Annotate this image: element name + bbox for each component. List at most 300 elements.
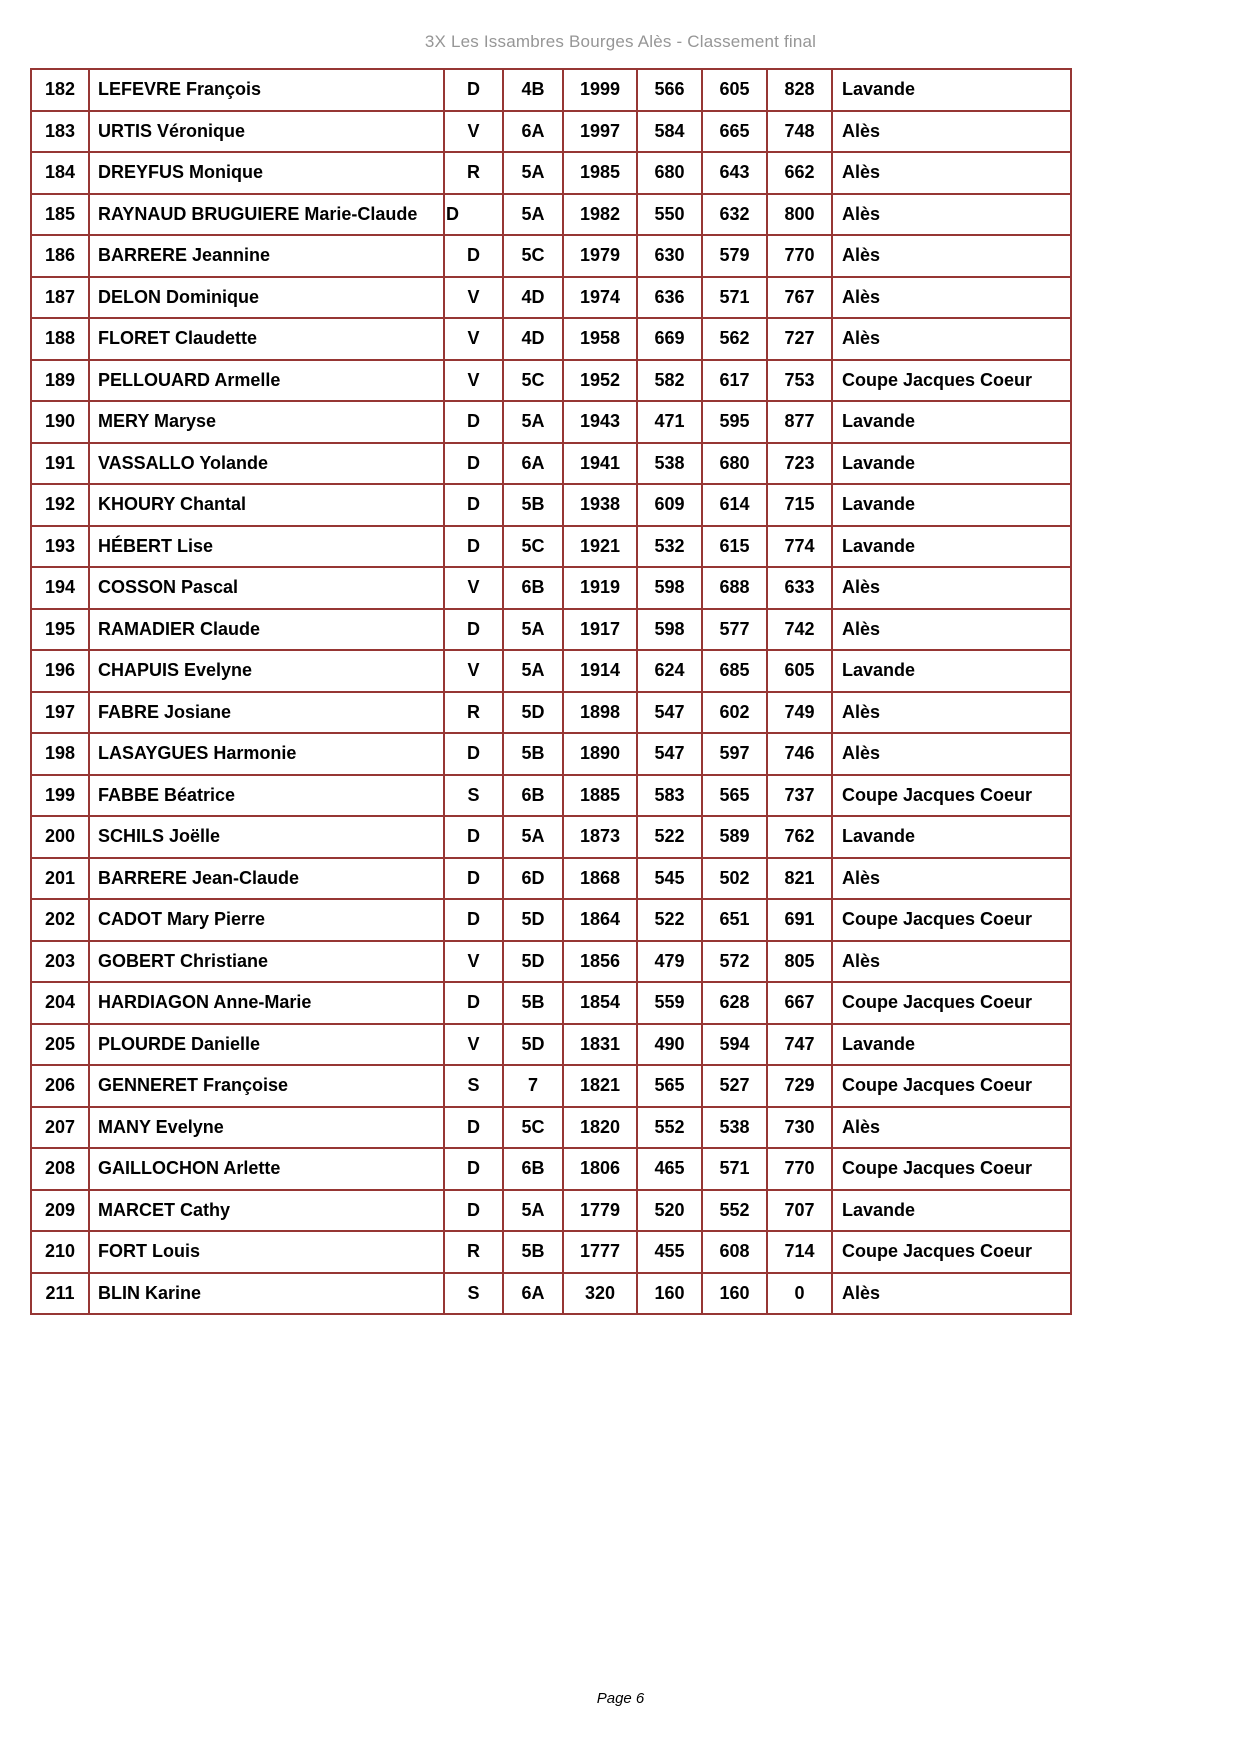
rank-cell: 188 [31, 318, 89, 360]
series-cell: 5A [503, 152, 563, 194]
total-score-cell: 1890 [563, 733, 637, 775]
club-cell: Lavande [832, 816, 1071, 858]
club-cell: Alès [832, 277, 1071, 319]
name-cell: KHOURY Chantal [89, 484, 444, 526]
round2-score-cell: 589 [702, 816, 767, 858]
round3-score-cell: 714 [767, 1231, 832, 1273]
table-row [31, 899, 1071, 941]
club-cell: Alès [832, 941, 1071, 983]
table-row [31, 152, 1071, 194]
total-score-cell: 1898 [563, 692, 637, 734]
round3-score-cell: 749 [767, 692, 832, 734]
total-score-cell: 1856 [563, 941, 637, 983]
category-cell: V [444, 650, 503, 692]
rank-cell: 201 [31, 858, 89, 900]
page-number: Page 6 [596, 1690, 645, 1707]
round1-score-cell: 522 [637, 899, 702, 941]
round2-score-cell: 577 [702, 609, 767, 651]
round1-score-cell: 160 [637, 1273, 702, 1315]
round1-score-cell: 624 [637, 650, 702, 692]
rank-cell: 191 [31, 443, 89, 485]
category-cell: D [444, 443, 503, 485]
category-cell: D [444, 235, 503, 277]
name-cell: HARDIAGON Anne-Marie [89, 982, 444, 1024]
rank-cell: 189 [31, 360, 89, 402]
club-cell: Alès [832, 692, 1071, 734]
category-cell: V [444, 567, 503, 609]
table-row [31, 69, 1071, 111]
series-cell: 6A [503, 443, 563, 485]
rank-cell: 186 [31, 235, 89, 277]
round1-score-cell: 538 [637, 443, 702, 485]
results-table [30, 68, 1072, 1315]
total-score-cell: 1914 [563, 650, 637, 692]
rank-cell: 209 [31, 1190, 89, 1232]
round2-score-cell: 571 [702, 277, 767, 319]
round2-score-cell: 565 [702, 775, 767, 817]
round3-score-cell: 715 [767, 484, 832, 526]
category-cell: V [444, 318, 503, 360]
round1-score-cell: 547 [637, 692, 702, 734]
name-cell: DREYFUS Monique [89, 152, 444, 194]
rank-cell: 182 [31, 69, 89, 111]
round1-score-cell: 545 [637, 858, 702, 900]
series-cell: 6D [503, 858, 563, 900]
category-cell: V [444, 941, 503, 983]
series-cell: 5A [503, 816, 563, 858]
club-cell: Coupe Jacques Coeur [832, 775, 1071, 817]
total-score-cell: 1873 [563, 816, 637, 858]
name-cell: RAYNAUD BRUGUIERE Marie-Claude [89, 194, 444, 236]
series-cell: 7 [503, 1065, 563, 1107]
total-score-cell: 1864 [563, 899, 637, 941]
page-title: 3X Les Issambres Bourges Alès - Classement final [424, 32, 817, 51]
category-cell: D [444, 816, 503, 858]
series-cell: 4D [503, 318, 563, 360]
round2-score-cell: 680 [702, 443, 767, 485]
rank-cell: 193 [31, 526, 89, 568]
category-cell: V [444, 1024, 503, 1066]
total-score-cell: 1985 [563, 152, 637, 194]
series-cell: 6A [503, 111, 563, 153]
name-cell: GOBERT Christiane [89, 941, 444, 983]
round1-score-cell: 680 [637, 152, 702, 194]
table-row [31, 1065, 1071, 1107]
rank-cell: 208 [31, 1148, 89, 1190]
round3-score-cell: 828 [767, 69, 832, 111]
club-cell: Alès [832, 1107, 1071, 1149]
round2-score-cell: 608 [702, 1231, 767, 1273]
series-cell: 5D [503, 899, 563, 941]
club-cell: Alès [832, 111, 1071, 153]
total-score-cell: 320 [563, 1273, 637, 1315]
round3-score-cell: 662 [767, 152, 832, 194]
total-score-cell: 1820 [563, 1107, 637, 1149]
round1-score-cell: 471 [637, 401, 702, 443]
round2-score-cell: 594 [702, 1024, 767, 1066]
category-cell: D [444, 1148, 503, 1190]
total-score-cell: 1868 [563, 858, 637, 900]
round3-score-cell: 753 [767, 360, 832, 402]
name-cell: MERY Maryse [89, 401, 444, 443]
round3-score-cell: 707 [767, 1190, 832, 1232]
series-cell: 5B [503, 982, 563, 1024]
total-score-cell: 1917 [563, 609, 637, 651]
round3-score-cell: 821 [767, 858, 832, 900]
round3-score-cell: 767 [767, 277, 832, 319]
round3-score-cell: 747 [767, 1024, 832, 1066]
results-table-body [31, 69, 1071, 1314]
club-cell: Coupe Jacques Coeur [832, 1231, 1071, 1273]
category-cell: D [444, 484, 503, 526]
club-cell: Alès [832, 318, 1071, 360]
round3-score-cell: 770 [767, 1148, 832, 1190]
category-cell: D [444, 899, 503, 941]
club-cell: Lavande [832, 526, 1071, 568]
name-cell: FORT Louis [89, 1231, 444, 1273]
total-score-cell: 1854 [563, 982, 637, 1024]
round3-score-cell: 667 [767, 982, 832, 1024]
round2-score-cell: 605 [702, 69, 767, 111]
name-cell: FABBE Béatrice [89, 775, 444, 817]
category-cell: D [444, 401, 503, 443]
round1-score-cell: 636 [637, 277, 702, 319]
round1-score-cell: 550 [637, 194, 702, 236]
club-cell: Lavande [832, 69, 1071, 111]
table-row [31, 401, 1071, 443]
round3-score-cell: 800 [767, 194, 832, 236]
name-cell: FABRE Josiane [89, 692, 444, 734]
club-cell: Lavande [832, 1024, 1071, 1066]
series-cell: 5C [503, 1107, 563, 1149]
rank-cell: 205 [31, 1024, 89, 1066]
club-cell: Lavande [832, 443, 1071, 485]
series-cell: 5A [503, 609, 563, 651]
total-score-cell: 1958 [563, 318, 637, 360]
club-cell: Alès [832, 567, 1071, 609]
round3-score-cell: 748 [767, 111, 832, 153]
round3-score-cell: 742 [767, 609, 832, 651]
round3-score-cell: 727 [767, 318, 832, 360]
total-score-cell: 1997 [563, 111, 637, 153]
total-score-cell: 1831 [563, 1024, 637, 1066]
round3-score-cell: 770 [767, 235, 832, 277]
table-row [31, 775, 1071, 817]
round2-score-cell: 632 [702, 194, 767, 236]
round3-score-cell: 805 [767, 941, 832, 983]
total-score-cell: 1999 [563, 69, 637, 111]
rank-cell: 199 [31, 775, 89, 817]
name-cell: CHAPUIS Evelyne [89, 650, 444, 692]
round2-score-cell: 552 [702, 1190, 767, 1232]
rank-cell: 196 [31, 650, 89, 692]
series-cell: 5B [503, 1231, 563, 1273]
round1-score-cell: 598 [637, 567, 702, 609]
round2-score-cell: 643 [702, 152, 767, 194]
name-cell: BARRERE Jeannine [89, 235, 444, 277]
category-cell: D [444, 858, 503, 900]
round2-score-cell: 571 [702, 1148, 767, 1190]
total-score-cell: 1952 [563, 360, 637, 402]
name-cell: SCHILS Joëlle [89, 816, 444, 858]
round1-score-cell: 630 [637, 235, 702, 277]
category-cell: R [444, 1231, 503, 1273]
round3-score-cell: 730 [767, 1107, 832, 1149]
series-cell: 5A [503, 1190, 563, 1232]
club-cell: Alès [832, 733, 1071, 775]
name-cell: GENNERET Françoise [89, 1065, 444, 1107]
category-cell: D [444, 194, 503, 236]
round2-score-cell: 614 [702, 484, 767, 526]
rank-cell: 190 [31, 401, 89, 443]
table-row [31, 816, 1071, 858]
series-cell: 5A [503, 194, 563, 236]
series-cell: 5A [503, 650, 563, 692]
round3-score-cell: 729 [767, 1065, 832, 1107]
series-cell: 5A [503, 401, 563, 443]
rank-cell: 203 [31, 941, 89, 983]
category-cell: R [444, 152, 503, 194]
club-cell: Lavande [832, 1190, 1071, 1232]
round3-score-cell: 762 [767, 816, 832, 858]
table-row [31, 111, 1071, 153]
name-cell: LASAYGUES Harmonie [89, 733, 444, 775]
round1-score-cell: 582 [637, 360, 702, 402]
name-cell: URTIS Véronique [89, 111, 444, 153]
table-row [31, 1231, 1071, 1273]
round1-score-cell: 584 [637, 111, 702, 153]
round1-score-cell: 559 [637, 982, 702, 1024]
series-cell: 6A [503, 1273, 563, 1315]
club-cell: Alès [832, 152, 1071, 194]
round2-score-cell: 651 [702, 899, 767, 941]
rank-cell: 210 [31, 1231, 89, 1273]
category-cell: V [444, 360, 503, 402]
table-row [31, 1273, 1071, 1315]
round3-score-cell: 774 [767, 526, 832, 568]
club-cell: Coupe Jacques Coeur [832, 1065, 1071, 1107]
category-cell: D [444, 982, 503, 1024]
rank-cell: 198 [31, 733, 89, 775]
category-cell: D [444, 609, 503, 651]
round2-score-cell: 617 [702, 360, 767, 402]
series-cell: 5B [503, 484, 563, 526]
rank-cell: 192 [31, 484, 89, 526]
category-cell: D [444, 526, 503, 568]
table-row [31, 609, 1071, 651]
rank-cell: 204 [31, 982, 89, 1024]
rank-cell: 197 [31, 692, 89, 734]
table-row [31, 194, 1071, 236]
round3-score-cell: 691 [767, 899, 832, 941]
club-cell: Alès [832, 194, 1071, 236]
club-cell: Coupe Jacques Coeur [832, 360, 1071, 402]
series-cell: 4B [503, 69, 563, 111]
round2-score-cell: 615 [702, 526, 767, 568]
club-cell: Alès [832, 858, 1071, 900]
series-cell: 4D [503, 277, 563, 319]
category-cell: V [444, 277, 503, 319]
name-cell: COSSON Pascal [89, 567, 444, 609]
round1-score-cell: 479 [637, 941, 702, 983]
series-cell: 6B [503, 567, 563, 609]
table-row [31, 1148, 1071, 1190]
round3-score-cell: 737 [767, 775, 832, 817]
table-row [31, 941, 1071, 983]
table-row [31, 360, 1071, 402]
round3-score-cell: 605 [767, 650, 832, 692]
total-score-cell: 1943 [563, 401, 637, 443]
round2-score-cell: 502 [702, 858, 767, 900]
club-cell: Alès [832, 235, 1071, 277]
club-cell: Lavande [832, 484, 1071, 526]
club-cell: Lavande [832, 401, 1071, 443]
round3-score-cell: 0 [767, 1273, 832, 1315]
round2-score-cell: 595 [702, 401, 767, 443]
round2-score-cell: 688 [702, 567, 767, 609]
name-cell: BARRERE Jean-Claude [89, 858, 444, 900]
table-row [31, 982, 1071, 1024]
round1-score-cell: 522 [637, 816, 702, 858]
series-cell: 5C [503, 526, 563, 568]
round1-score-cell: 552 [637, 1107, 702, 1149]
table-row [31, 858, 1071, 900]
round2-score-cell: 562 [702, 318, 767, 360]
category-cell: D [444, 1190, 503, 1232]
round3-score-cell: 633 [767, 567, 832, 609]
table-row [31, 318, 1071, 360]
total-score-cell: 1806 [563, 1148, 637, 1190]
round3-score-cell: 746 [767, 733, 832, 775]
total-score-cell: 1921 [563, 526, 637, 568]
round1-score-cell: 598 [637, 609, 702, 651]
table-row [31, 567, 1071, 609]
rank-cell: 185 [31, 194, 89, 236]
round1-score-cell: 490 [637, 1024, 702, 1066]
table-row [31, 277, 1071, 319]
club-cell: Alès [832, 1273, 1071, 1315]
series-cell: 5C [503, 235, 563, 277]
table-row [31, 1190, 1071, 1232]
round1-score-cell: 566 [637, 69, 702, 111]
table-row [31, 526, 1071, 568]
round2-score-cell: 685 [702, 650, 767, 692]
rank-cell: 206 [31, 1065, 89, 1107]
rank-cell: 184 [31, 152, 89, 194]
total-score-cell: 1777 [563, 1231, 637, 1273]
rank-cell: 183 [31, 111, 89, 153]
rank-cell: 207 [31, 1107, 89, 1149]
round1-score-cell: 532 [637, 526, 702, 568]
round3-score-cell: 723 [767, 443, 832, 485]
rank-cell: 211 [31, 1273, 89, 1315]
round2-score-cell: 597 [702, 733, 767, 775]
category-cell: V [444, 111, 503, 153]
total-score-cell: 1982 [563, 194, 637, 236]
name-cell: HÉBERT Lise [89, 526, 444, 568]
series-cell: 5C [503, 360, 563, 402]
rank-cell: 195 [31, 609, 89, 651]
round2-score-cell: 665 [702, 111, 767, 153]
total-score-cell: 1979 [563, 235, 637, 277]
series-cell: 5D [503, 941, 563, 983]
name-cell: LEFEVRE François [89, 69, 444, 111]
series-cell: 6B [503, 775, 563, 817]
series-cell: 5D [503, 1024, 563, 1066]
round3-score-cell: 877 [767, 401, 832, 443]
name-cell: DELON Dominique [89, 277, 444, 319]
table-row [31, 484, 1071, 526]
category-cell: D [444, 1107, 503, 1149]
table-row [31, 692, 1071, 734]
category-cell: S [444, 1065, 503, 1107]
round1-score-cell: 520 [637, 1190, 702, 1232]
round1-score-cell: 455 [637, 1231, 702, 1273]
category-cell: S [444, 1273, 503, 1315]
table-row [31, 650, 1071, 692]
table-row [31, 1024, 1071, 1066]
round1-score-cell: 465 [637, 1148, 702, 1190]
series-cell: 5D [503, 692, 563, 734]
name-cell: VASSALLO Yolande [89, 443, 444, 485]
total-score-cell: 1919 [563, 567, 637, 609]
round1-score-cell: 547 [637, 733, 702, 775]
club-cell: Alès [832, 609, 1071, 651]
round1-score-cell: 669 [637, 318, 702, 360]
total-score-cell: 1885 [563, 775, 637, 817]
name-cell: FLORET Claudette [89, 318, 444, 360]
category-cell: R [444, 692, 503, 734]
table-row [31, 733, 1071, 775]
rank-cell: 194 [31, 567, 89, 609]
club-cell: Coupe Jacques Coeur [832, 1148, 1071, 1190]
rank-cell: 202 [31, 899, 89, 941]
round1-score-cell: 609 [637, 484, 702, 526]
series-cell: 5B [503, 733, 563, 775]
total-score-cell: 1821 [563, 1065, 637, 1107]
round1-score-cell: 583 [637, 775, 702, 817]
round2-score-cell: 572 [702, 941, 767, 983]
name-cell: PELLOUARD Armelle [89, 360, 444, 402]
round2-score-cell: 160 [702, 1273, 767, 1315]
total-score-cell: 1779 [563, 1190, 637, 1232]
name-cell: MARCET Cathy [89, 1190, 444, 1232]
round1-score-cell: 565 [637, 1065, 702, 1107]
category-cell: S [444, 775, 503, 817]
table-row [31, 235, 1071, 277]
series-cell: 6B [503, 1148, 563, 1190]
round2-score-cell: 579 [702, 235, 767, 277]
category-cell: D [444, 69, 503, 111]
table-row [31, 1107, 1071, 1149]
club-cell: Coupe Jacques Coeur [832, 899, 1071, 941]
name-cell: GAILLOCHON Arlette [89, 1148, 444, 1190]
name-cell: PLOURDE Danielle [89, 1024, 444, 1066]
club-cell: Lavande [832, 650, 1071, 692]
total-score-cell: 1974 [563, 277, 637, 319]
total-score-cell: 1941 [563, 443, 637, 485]
round2-score-cell: 538 [702, 1107, 767, 1149]
name-cell: CADOT Mary Pierre [89, 899, 444, 941]
name-cell: MANY Evelyne [89, 1107, 444, 1149]
name-cell: BLIN Karine [89, 1273, 444, 1315]
club-cell: Coupe Jacques Coeur [832, 982, 1071, 1024]
rank-cell: 200 [31, 816, 89, 858]
round2-score-cell: 527 [702, 1065, 767, 1107]
table-row [31, 443, 1071, 485]
total-score-cell: 1938 [563, 484, 637, 526]
round2-score-cell: 602 [702, 692, 767, 734]
